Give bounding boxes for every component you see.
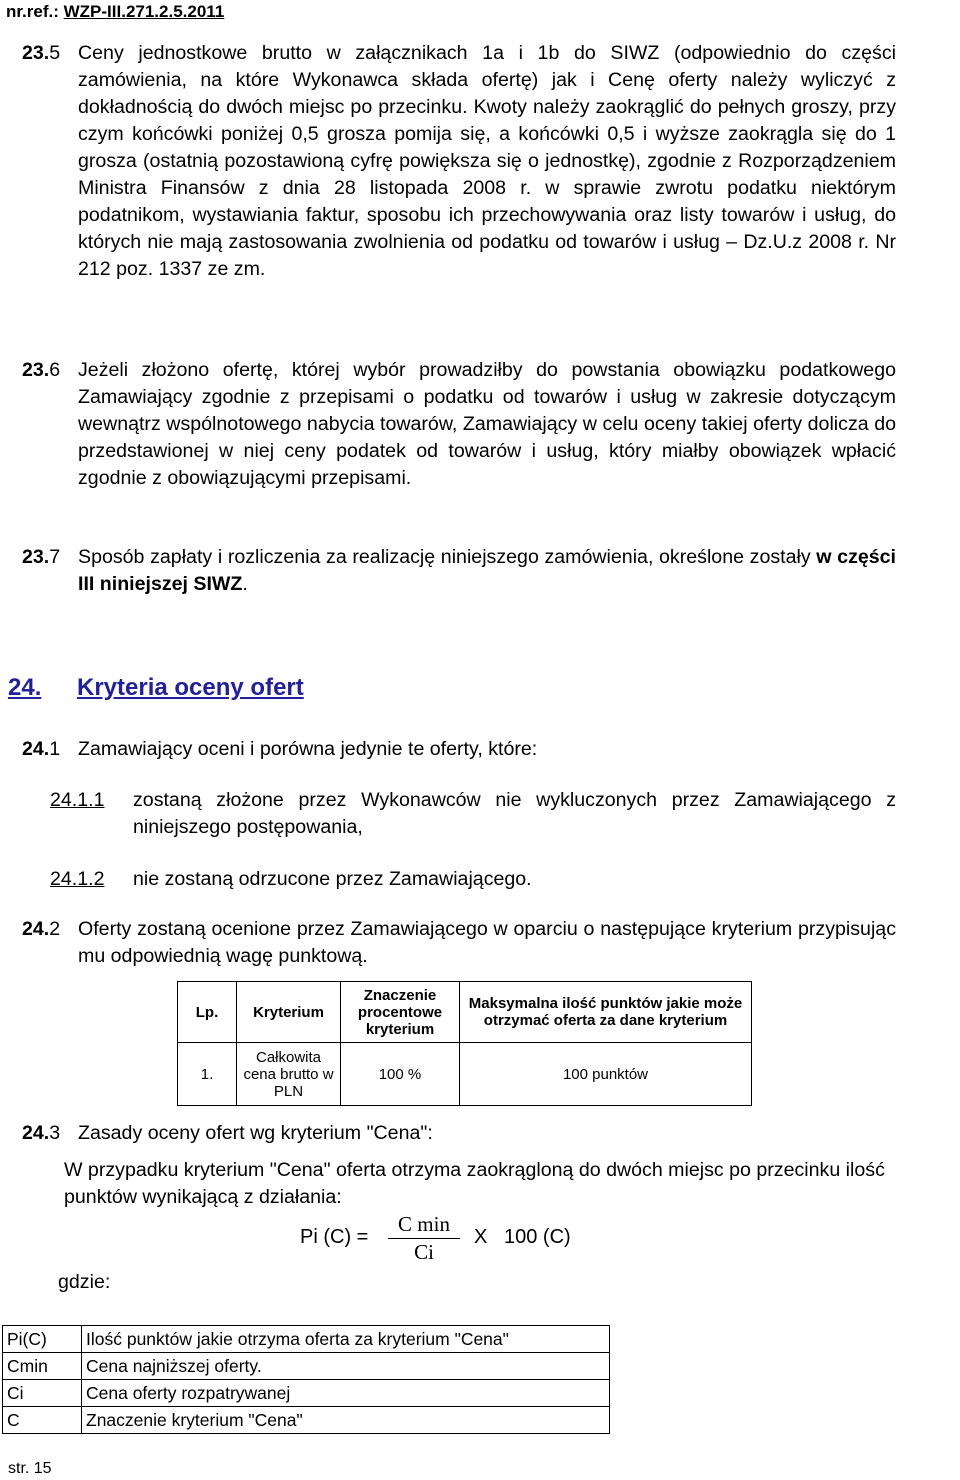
reference-number-link[interactable]: WZP-III.271.2.5.2011: [63, 2, 225, 21]
section-23-6-text: Jeżeli złożono ofertę, której wybór prowadziłby do powstania obowiązku podatkowego Zamawiający zgodnie z przepisami o podatku od towarów i usług w zakresie dotyczącym wewnątrz wspólnotowego nabycia towarów, Zamawiający w celu oceny takiej oferty dolicza do przedstawionej w niej ceny podatek od towarów i usług, który miałby obowiązek wpłacić zgodnie z obowiązującymi przepisami.: [78, 359, 896, 489]
subitem-text: nie zostaną odrzucone przez Zamawiającego.: [133, 868, 532, 890]
header-cell: Maksymalna ilość punktów jakie może otrzymać oferta za dane kryterium: [460, 982, 752, 1043]
section-number-23-6: 23.6: [22, 359, 61, 381]
table-row: [3, 1407, 610, 1434]
section-23-5-text: Ceny jednostkowe brutto w załącznikach 1a i 1b do SIWZ (odpowiednio do części zamówienia, na które Wykonawca składa ofertę) jak i Cenę oferty należy wyliczyć z dokładnością do dwóch miejsc po przecinku. Kwoty należy zaokrąglić do pełnych groszy, przy czym końcówki poniżej 0,5 grosza pomija się, a końcówki 0,5 i wyższe zaokrągla się do 1 grosza (ostatnią pozostawioną cyfrę powiększa się o jednostkę), zgodnie z Rozporządzeniem Ministra Finansów z dnia 28 listopada 2008 r. w sprawie zwrotu podatku niektórym podatnikom, wystawiania faktur, sposobu ich przechowywania oraz listy towarów i usług, do których nie mają zastosowania zwolnienia od podatku od towarów i usług – Dz.U.z 2008 r. Nr 212 poz. 1337 ze zm.: [78, 42, 896, 280]
section-number-24-3: 24.3: [22, 1122, 61, 1144]
subitem-text: zostaną złożone przez Wykonawców nie wykluczonych przez Zamawiającego z niniejszego postępowania,: [133, 789, 896, 838]
header-cell: Znaczenie procentowe kryterium: [341, 982, 460, 1043]
table-header-row: [178, 982, 752, 1043]
symbol-cell: Pi(C): [3, 1326, 82, 1353]
formula-rhs: X 100 (C): [474, 1226, 571, 1248]
header-cell: Kryterium: [237, 982, 341, 1043]
table-row: [3, 1326, 610, 1353]
definitions-table: [2, 1325, 610, 1434]
symbol-cell: Cmin: [3, 1353, 82, 1380]
criteria-table: [177, 981, 752, 1106]
section-23-7-text: Sposób zapłaty i rozliczenia za realizację niniejszego zamówienia, określone zostały w części III niniejszej SIWZ.: [78, 546, 896, 595]
table-row: [178, 1043, 752, 1106]
section-24-title: Kryteria oceny ofert: [77, 674, 304, 701]
section-number-24-2: 24.2: [22, 918, 61, 940]
symbol-cell: C: [3, 1407, 82, 1434]
where-label: gdzie:: [58, 1271, 111, 1293]
fraction-line: [388, 1238, 460, 1239]
siwz-part-reference: w części III niniejszej SIWZ: [78, 546, 896, 595]
section-24-2-text: Oferty zostaną ocenione przez Zamawiającego w oparciu o następujące kryterium przypisując mu odpowiednią wagę punktową.: [78, 918, 896, 967]
subitem-number: 24.1.2: [50, 868, 105, 890]
symbol-cell: Ci: [3, 1380, 82, 1407]
section-24-1-text: Zamawiający oceni i porówna jedynie te oferty, które:: [78, 738, 538, 760]
description-cell: Znaczenie kryterium "Cena": [82, 1407, 610, 1434]
table-cell: 100 punktów: [460, 1043, 752, 1106]
section-24-3-text: Zasady oceny ofert wg kryterium "Cena":: [78, 1122, 433, 1144]
header-cell: Lp.: [178, 982, 237, 1043]
formula-denominator: Ci: [414, 1240, 434, 1264]
section-number-23-5: 23.5: [22, 42, 61, 64]
document-reference: [6, 2, 224, 22]
table-cell: 100 %: [341, 1043, 460, 1106]
table-cell: Całkowita cena brutto w PLN: [237, 1043, 341, 1106]
description-cell: Ilość punktów jakie otrzyma oferta za kryterium "Cena": [82, 1326, 610, 1353]
section-number-24-1: 24.1: [22, 738, 61, 760]
section-number-23-7: 23.7: [22, 546, 61, 568]
description-cell: Cena najniższej oferty.: [82, 1353, 610, 1380]
formula-fraction: [388, 1212, 460, 1265]
reference-prefix: nr.ref.:: [6, 2, 64, 21]
price-criterion-description: W przypadku kryterium "Cena" oferta otrzyma zaokrągloną do dwóch miejsc po przecinku ilość punktów wynikającą z działania:: [64, 1159, 885, 1208]
formula-lhs: Pi (C) =: [300, 1226, 369, 1248]
table-row: [3, 1353, 610, 1380]
section-24-number: 24.: [8, 674, 42, 701]
page-number: str. 15: [8, 1460, 52, 1477]
subitem-number: 24.1.1: [50, 789, 105, 811]
table-row: [3, 1380, 610, 1407]
formula-numerator: C min: [398, 1212, 450, 1236]
description-cell: Cena oferty rozpatrywanej: [82, 1380, 610, 1407]
table-cell: 1.: [178, 1043, 237, 1106]
